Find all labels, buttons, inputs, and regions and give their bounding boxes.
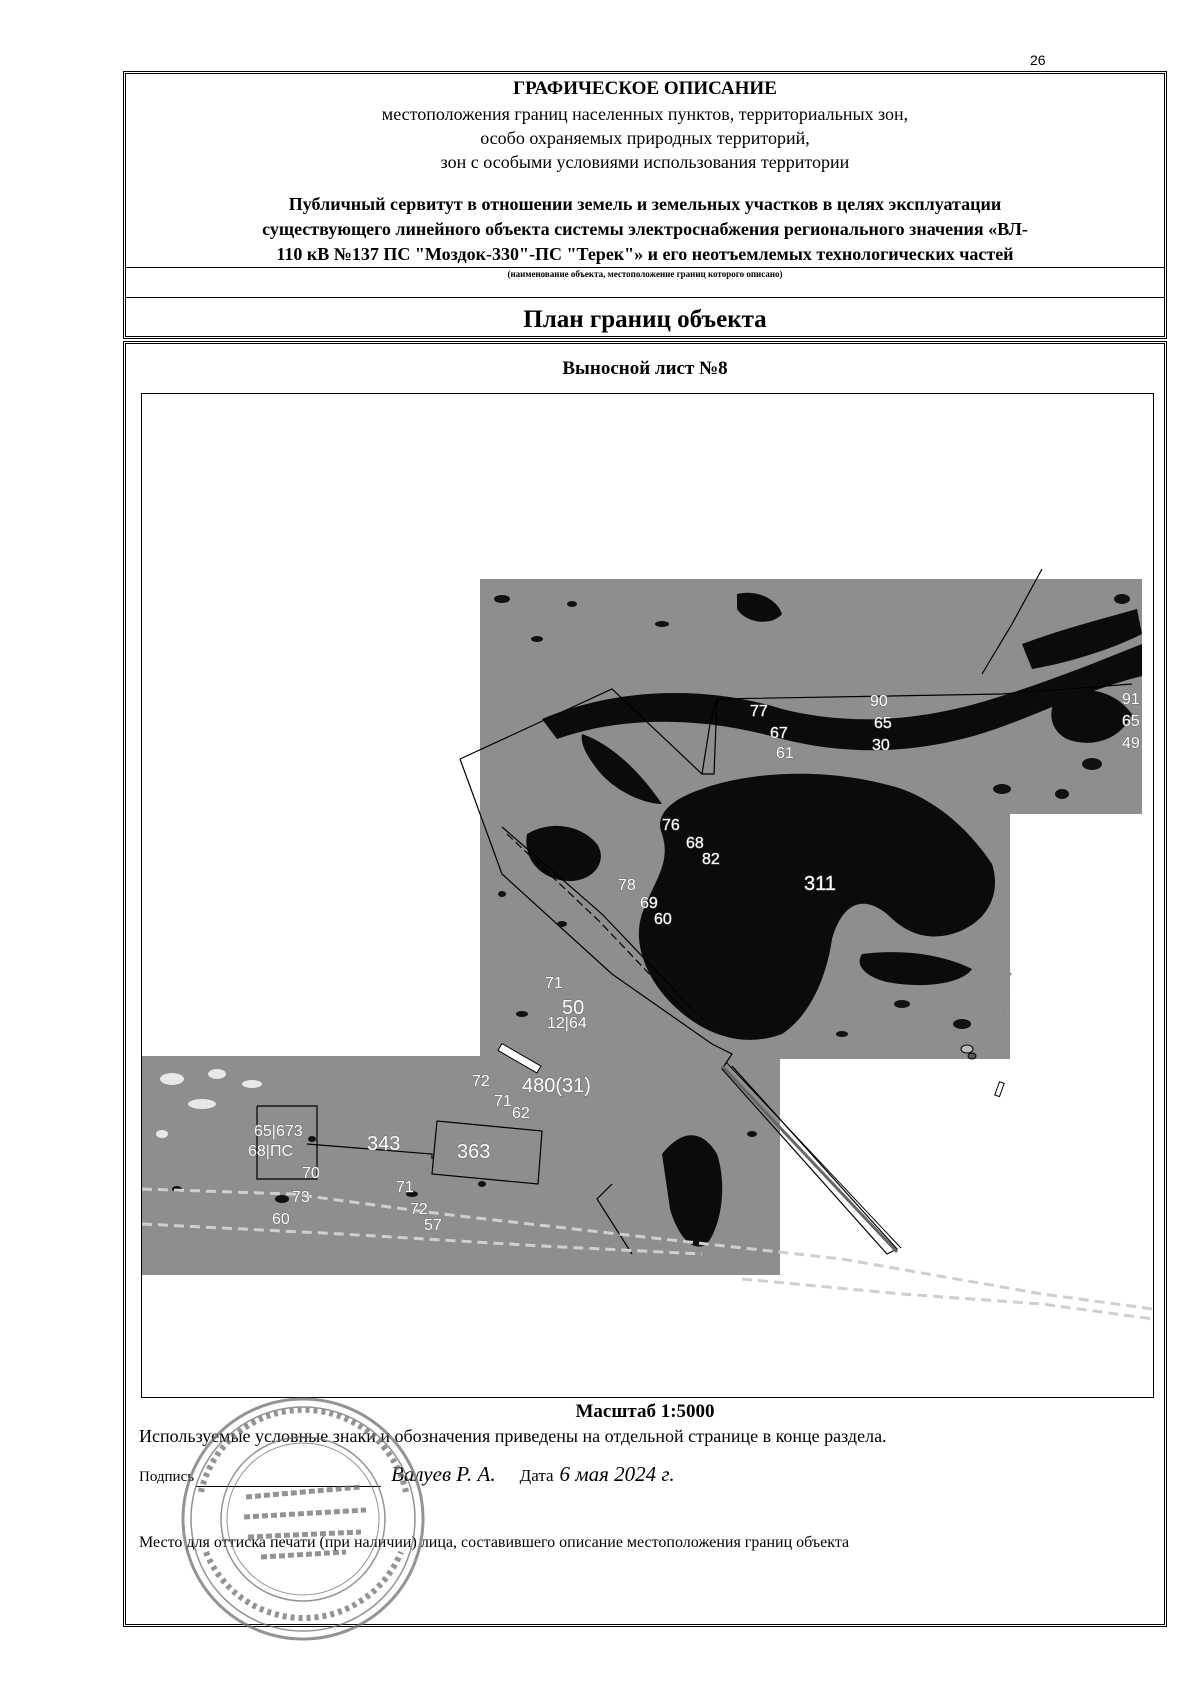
parcel-label: 76: [662, 817, 680, 834]
parcel-label: 343: [367, 1133, 401, 1155]
subtitle-line-1: местоположения границ населенных пунктов, территориальных зон,: [381, 104, 909, 124]
plan-title: План границ объекта: [523, 306, 767, 333]
signature-label: Подпись: [139, 1469, 195, 1485]
subtitle-line-3: зон с особыми условиями использования территории: [440, 152, 850, 172]
subtitle-line-2: особо охраняемых природных территорий,: [480, 128, 810, 148]
parcel-label: 78: [618, 877, 636, 894]
parcel-label: 65: [874, 715, 892, 732]
parcel-label: 73: [292, 1189, 310, 1206]
map-scale: Масштаб 1:5000: [575, 1401, 715, 1422]
parcel-label: 71: [545, 975, 563, 992]
parcel-label: 60: [654, 911, 672, 928]
date-label: Дата: [519, 1466, 554, 1485]
object-caption: (наименование объекта, местоположение границ которого описано): [507, 269, 783, 279]
divider: [126, 297, 1164, 298]
parcel-label: 71: [494, 1093, 512, 1110]
parcel-label: 12|64: [547, 1015, 587, 1032]
header-frame: [123, 71, 1167, 339]
parcel-label: 90: [870, 693, 888, 710]
object-line-3: 110 кВ №137 ПС "Моздок-330"-ПС "Терек"» и его неотъемлемых технологических частей: [276, 244, 1014, 264]
parcel-label: 72: [410, 1201, 428, 1218]
parcel-label: 65|673: [254, 1123, 303, 1140]
parcel-label: 311: [804, 873, 836, 895]
parcel-label: 363: [457, 1141, 491, 1163]
page-number: 26: [1030, 52, 1046, 68]
parcel-label: 61: [776, 745, 794, 762]
stamp-note: Место для оттиска печати (при наличии) лица, составившего описание местоположения границ объекта: [139, 1534, 850, 1551]
divider: [126, 267, 1164, 268]
sheet-title: Выносной лист №8: [562, 358, 728, 379]
map-drawing: [142, 394, 1153, 1397]
parcel-label: 62: [512, 1105, 530, 1122]
parcel-label: 77: [750, 703, 768, 720]
object-line-1: Публичный сервитут в отношении земель и земельных участков в целях эксплуатации: [288, 194, 1002, 214]
parcel-label: 480(31): [522, 1075, 591, 1097]
parcel-label: 57: [424, 1217, 442, 1234]
parcel-label: 91: [1122, 691, 1140, 708]
parcel-label: 71: [396, 1179, 414, 1196]
parcel-label: 82: [702, 851, 720, 868]
seal-stamp: [176, 1392, 431, 1647]
parcel-label: 67: [770, 725, 788, 742]
object-line-2: существующего линейного объекта системы электроснабжения регионального значения «ВЛ-: [262, 219, 1028, 239]
parcel-label: 60: [272, 1211, 290, 1228]
parcel-label: 49: [1122, 735, 1140, 752]
boundary-map: [141, 393, 1154, 1398]
parcel-label: 68|ПС: [248, 1143, 294, 1160]
parcel-label: 30: [872, 737, 890, 754]
document-title: ГРАФИЧЕСКОЕ ОПИСАНИЕ: [513, 78, 777, 99]
parcel-label: 65: [1122, 713, 1140, 730]
date-value: 6 мая 2024 г.: [559, 1462, 675, 1486]
parcel-label: 68: [686, 835, 704, 852]
parcel-label: 70: [302, 1165, 320, 1182]
parcel-label: 50: [562, 997, 585, 1019]
parcel-label: 69: [640, 895, 658, 912]
legend-note: Используемые условные знаки и обозначения приведены на отдельной странице в конце раздела.: [139, 1426, 887, 1446]
signer-name: Валуев Р. А.: [391, 1462, 496, 1486]
object-name: [126, 192, 1164, 267]
parcel-label: 72: [472, 1073, 490, 1090]
